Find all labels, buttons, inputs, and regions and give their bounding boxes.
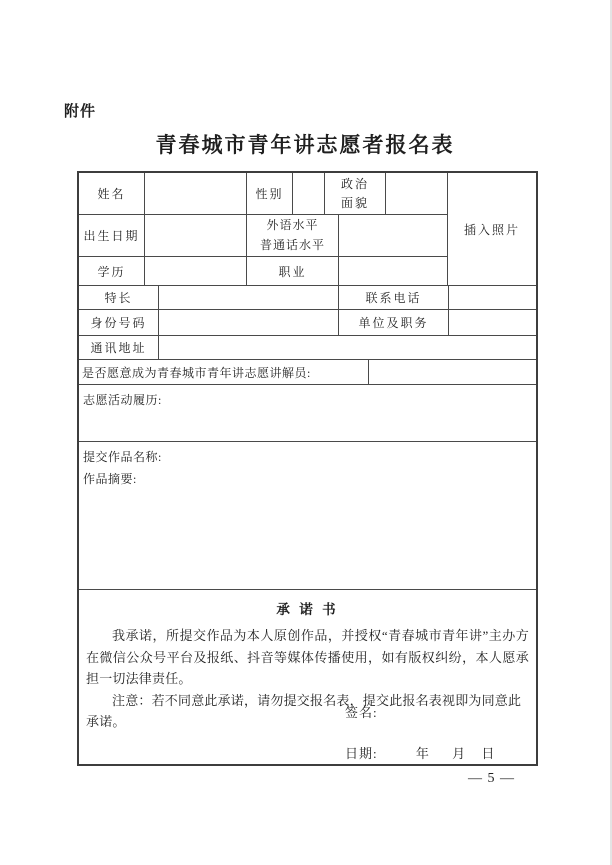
gender-field[interactable] bbox=[293, 173, 325, 214]
education-label: 学历 bbox=[79, 257, 145, 285]
specialty-field[interactable] bbox=[159, 286, 339, 309]
language-level-label bbox=[247, 215, 339, 256]
willing-field[interactable] bbox=[369, 360, 536, 384]
foreign-language-label: 外语水平 bbox=[266, 217, 319, 232]
political-status-label bbox=[325, 173, 386, 214]
political-status-field[interactable] bbox=[386, 173, 447, 214]
year-label: 年 bbox=[415, 746, 430, 761]
willing-question-label: 是否愿意成为青春城市青年讲志愿讲解员: bbox=[79, 360, 369, 384]
volunteer-history-label: 志愿活动履历: bbox=[83, 393, 162, 407]
table-row bbox=[79, 385, 536, 442]
table-row bbox=[79, 173, 447, 215]
form-title: 青春城市青年讲志愿者报名表 bbox=[155, 133, 455, 157]
photo-insert-label: 插入照片 bbox=[463, 222, 520, 237]
occupation-label: 职业 bbox=[247, 257, 339, 285]
photo-insert-cell[interactable] bbox=[448, 173, 536, 285]
day-label: 日 bbox=[481, 746, 496, 761]
personal-info-section bbox=[79, 173, 536, 286]
occupation-field[interactable] bbox=[339, 257, 447, 285]
address-label: 通讯地址 bbox=[79, 336, 159, 359]
unit-position-label: 单位及职务 bbox=[339, 310, 449, 335]
mandarin-level-label: 普通话水平 bbox=[259, 237, 325, 252]
commitment-body: 我承诺，所提交作品为本人原创作品，并授权“青春城市青年讲”主办方在微信公众号平台及报纸、抖音等媒体传播使用，如有版权纠纷，本人愿承担一切法律责任。 bbox=[86, 628, 529, 686]
registration-form-table bbox=[77, 171, 538, 766]
signature-label: 签名: bbox=[345, 705, 378, 720]
personal-info-left bbox=[79, 173, 448, 285]
work-title-label: 提交作品名称: bbox=[83, 450, 162, 464]
submitted-work-cell[interactable] bbox=[79, 442, 536, 589]
table-row bbox=[79, 360, 536, 385]
political-status-text: 政治面貌 bbox=[340, 176, 369, 210]
attachment-label: 附件 bbox=[64, 104, 97, 120]
name-field[interactable] bbox=[145, 173, 247, 214]
commitment-title: 承 诺 书 bbox=[276, 602, 339, 617]
education-field[interactable] bbox=[145, 257, 247, 285]
phone-field[interactable] bbox=[449, 286, 536, 309]
commitment-note: 注意：若不同意此承诺，请勿提交报名表，提交此报名表视即为同意此承诺。 bbox=[86, 692, 522, 729]
address-field[interactable] bbox=[159, 336, 536, 359]
id-number-label: 身份号码 bbox=[79, 310, 159, 335]
work-abstract-label: 作品摘要: bbox=[83, 472, 137, 486]
volunteer-history-cell[interactable] bbox=[79, 385, 536, 441]
table-row bbox=[79, 442, 536, 590]
gender-label: 性别 bbox=[247, 173, 293, 214]
unit-position-field[interactable] bbox=[449, 310, 536, 335]
phone-label: 联系电话 bbox=[339, 286, 449, 309]
page-number: — 5 — bbox=[468, 771, 515, 786]
birth-date-field[interactable] bbox=[145, 215, 247, 256]
date-line bbox=[345, 743, 495, 762]
specialty-label: 特长 bbox=[79, 286, 159, 309]
table-row bbox=[79, 310, 536, 336]
language-level-field[interactable] bbox=[339, 215, 447, 256]
table-row bbox=[79, 215, 447, 257]
table-row bbox=[79, 336, 536, 360]
commitment-section bbox=[79, 590, 536, 764]
month-label: 月 bbox=[452, 746, 467, 761]
table-row bbox=[79, 257, 447, 285]
table-row bbox=[79, 286, 536, 310]
date-label: 日期: bbox=[345, 746, 378, 761]
birth-date-label: 出生日期 bbox=[79, 215, 145, 256]
id-number-field[interactable] bbox=[159, 310, 339, 335]
name-label: 姓名 bbox=[79, 173, 145, 214]
